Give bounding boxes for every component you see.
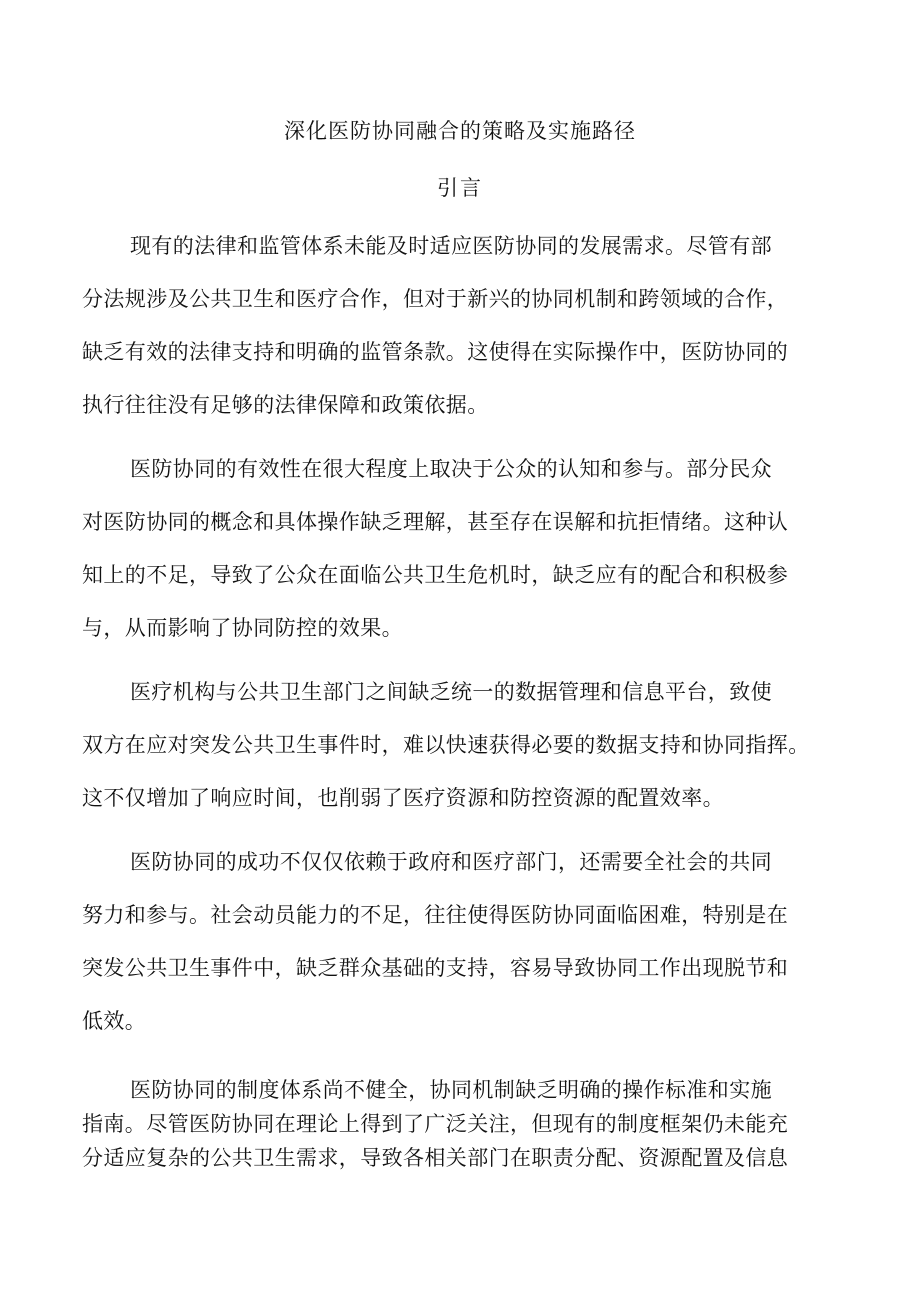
paragraph-line: 与，从而影响了协同防控的效果。 (82, 616, 403, 640)
paragraph-line: 分法规涉及公共卫生和医疗合作，但对于新兴的协同机制和跨领域的合作， (82, 287, 789, 311)
section-heading: 引言 (437, 176, 483, 200)
paragraph-line: 医防协同的有效性在很大程度上取决于公众的认知和参与。部分民众 (130, 457, 772, 481)
paragraph-line: 分适应复杂的公共卫生需求，导致各相关部门在职责分配、资源配置及信息 (82, 1146, 789, 1170)
paragraph-line: 缺乏有效的法律支持和明确的监管条款。这使得在实际操作中，医防协同的 (82, 340, 789, 364)
paragraph-line: 努力和参与。社会动员能力的不足，往往使得医防协同面临困难，特别是在 (82, 903, 789, 927)
paragraph-line: 医防协同的制度体系尚不健全，协同机制缺乏明确的操作标准和实施 (130, 1078, 772, 1102)
paragraph-line: 知上的不足，导致了公众在面临公共卫生危机时，缺乏应有的配合和积极参 (82, 563, 789, 587)
paragraph-line: 这不仅增加了响应时间，也削弱了医疗资源和防控资源的配置效率。 (82, 786, 724, 810)
paragraph-line: 对医防协同的概念和具体操作缺乏理解，甚至存在误解和抗拒情绪。这种认 (82, 510, 789, 534)
paragraph-line: 指南。尽管医防协同在理论上得到了广泛关注，但现有的制度框架仍未能充 (82, 1112, 789, 1136)
paragraph-line: 突发公共卫生事件中，缺乏群众基础的支持，容易导致协同工作出现脱节和 (82, 956, 789, 980)
paragraph-line: 低效。 (82, 1009, 147, 1033)
paragraph-line: 执行往往没有足够的法律保障和政策依据。 (82, 393, 489, 417)
document-title: 深化医防协同融合的策略及实施路径 (284, 119, 636, 143)
paragraph-line: 双方在应对突发公共卫生事件时，难以快速获得必要的数据支持和协同指挥。 (82, 733, 810, 757)
paragraph-line: 现有的法律和监管体系未能及时适应医防协同的发展需求。尽管有部 (130, 234, 772, 258)
paragraph-line: 医防协同的成功不仅仅依赖于政府和医疗部门，还需要全社会的共同 (130, 850, 772, 874)
paragraph-line: 医疗机构与公共卫生部门之间缺乏统一的数据管理和信息平台，致使 (130, 680, 772, 704)
